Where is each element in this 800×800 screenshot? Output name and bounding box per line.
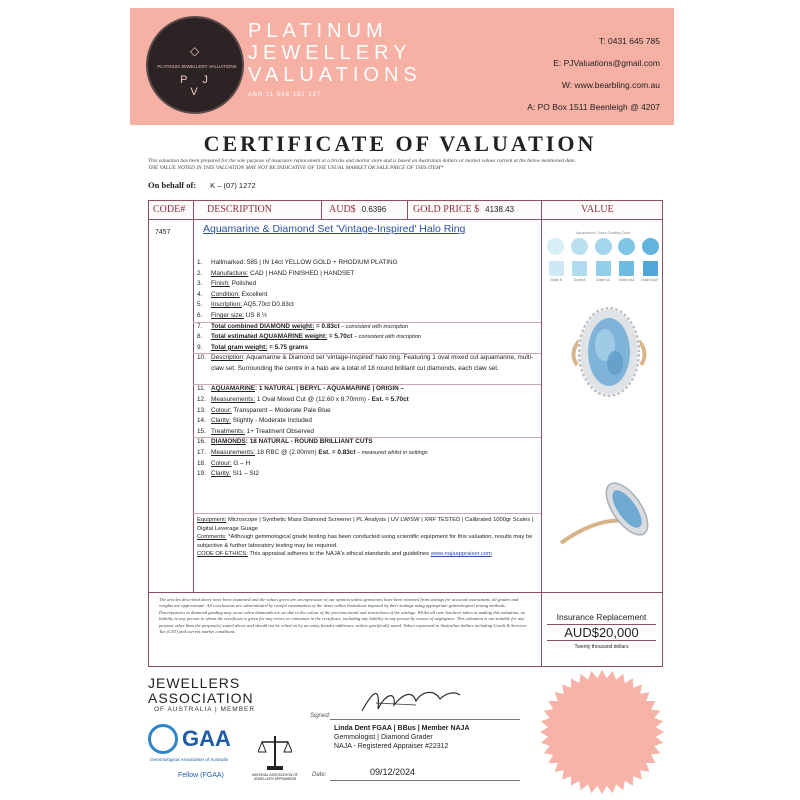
line-text xyxy=(211,469,537,480)
grade-label: Grade AA xyxy=(596,278,610,282)
detail-line xyxy=(193,322,541,333)
brand-line-3: VALUATIONS xyxy=(248,64,422,86)
valuation-table xyxy=(148,200,663,667)
line-bold: : 18 NATURAL - ROUND BRILLIANT CUTS xyxy=(245,438,373,446)
line-number: 17. xyxy=(197,448,206,456)
col-gold-price xyxy=(413,201,514,219)
jaa-line-2: ASSOCIATION xyxy=(148,690,254,706)
line-text xyxy=(211,311,537,322)
divider xyxy=(407,201,408,220)
line-label: Manufacture: xyxy=(211,269,249,277)
detail-line xyxy=(193,269,541,280)
scales-icon xyxy=(258,732,292,772)
equipment-notes xyxy=(193,513,541,559)
grade-swatch xyxy=(547,261,565,282)
line-number: 6. xyxy=(197,311,203,319)
divider xyxy=(321,201,322,220)
grade-square xyxy=(596,261,611,276)
letterhead xyxy=(130,8,674,125)
line-number: 15. xyxy=(197,427,206,435)
detail-line xyxy=(193,384,541,395)
behalf-label: On behalf of: xyxy=(148,180,197,190)
intro-line-2: THE VALUE NOTED IN THIS VALUATION MAY NOT BE INDICATIVE OF THE USUAL MARKET OR SALE PRICE OF THIS ITEM* xyxy=(148,164,444,171)
detail-line xyxy=(193,395,541,406)
pjv-logo xyxy=(146,16,244,114)
naja-logo-text: NATIONAL ASSOCIATION OF JEWELLERY APPRAISERS xyxy=(252,773,298,781)
line-label: Finish: xyxy=(211,280,230,288)
stone-shadow xyxy=(607,351,623,375)
brand-line-2: JEWELLERY xyxy=(248,42,412,64)
gaa-globe-icon xyxy=(148,724,178,754)
grade-label: Grade B xyxy=(550,278,562,282)
ethics-text: This appraisal adheres to the NAJA's ethical standards and guidelines xyxy=(247,551,431,558)
line-note: – consistent with inscription xyxy=(339,323,409,330)
line-number: 8. xyxy=(197,333,203,341)
insurance-box xyxy=(541,592,662,666)
line-number: 10. xyxy=(197,354,206,362)
grade-circle xyxy=(595,238,612,255)
brand-line-1: PLATINUM xyxy=(248,20,388,42)
aquamarine-grade-chart xyxy=(547,231,659,282)
line-text xyxy=(211,332,537,343)
line-text: Excellent xyxy=(239,290,268,298)
line-label: Total combined DIAMOND weight: xyxy=(211,322,315,330)
line-number: 13. xyxy=(197,406,206,414)
line-number: 2. xyxy=(197,269,203,277)
line-text: Slightly - Moderate Included xyxy=(230,417,312,425)
jaa-logo xyxy=(148,676,254,706)
logo-small-text: PLATINUM JEWELLERY VALUATIONS xyxy=(157,64,237,69)
line-number: 9. xyxy=(197,343,203,351)
line-number: 3. xyxy=(197,280,203,288)
jaa-subtitle: OF AUSTRALIA | MEMBER xyxy=(154,706,256,713)
grade-swatch xyxy=(571,261,589,282)
intro-text xyxy=(148,158,668,172)
detail-line xyxy=(193,311,541,322)
behalf-value: K – (07) 1272 xyxy=(210,181,256,190)
line-text: 18 RBC @ (2.00mm) xyxy=(255,448,319,456)
ethics xyxy=(197,550,541,559)
line-number: 7. xyxy=(197,322,203,330)
seal-shape xyxy=(540,670,664,794)
line-number: 19. xyxy=(197,470,206,478)
ring-front-image xyxy=(569,293,649,411)
line-text xyxy=(211,279,537,290)
address: A: PO Box 1511 Beenleigh @ 4207 xyxy=(527,102,660,112)
line-bold: : 1 NATURAL | BERYL - AQUAMARINE | ORIGIN – xyxy=(255,385,405,393)
ethics-label: CODE OF ETHICS: xyxy=(197,551,248,558)
line-bold: Est. = 5.70ct xyxy=(371,395,409,403)
insurance-label: Insurance Replacement xyxy=(556,612,647,622)
line-text: 1 Oval Mixed Cut @ (12.60 x 8.70mm) - xyxy=(255,395,372,403)
line-text xyxy=(211,395,537,406)
line-note: – consistent with inscription xyxy=(352,334,421,341)
line-text xyxy=(211,459,537,470)
line-label: Measurements: xyxy=(211,395,256,403)
line-text xyxy=(211,427,537,438)
detail-line xyxy=(193,437,541,448)
line-number: 11. xyxy=(197,385,206,393)
ring-side-image xyxy=(557,473,657,553)
abn: ABN 11 568 182 127 xyxy=(248,92,322,98)
date-line xyxy=(330,780,520,781)
grade-circle xyxy=(571,238,588,255)
line-text: Transparent – Moderate Pale Blue xyxy=(231,406,331,414)
line-label: Condition: xyxy=(211,290,240,298)
detail-line xyxy=(193,416,541,427)
phone: T: 0431 645 785 xyxy=(599,36,660,46)
on-behalf-of xyxy=(148,180,256,190)
line-text xyxy=(211,290,537,301)
line-text: US 8 ½ xyxy=(244,311,268,319)
line-note: – measured whilst in settings xyxy=(355,449,428,456)
grade-circle xyxy=(618,238,635,255)
signature-line xyxy=(330,719,520,720)
line-label: Description xyxy=(211,354,243,362)
signer-title-2: NAJA - Registered Appraiser #22312 xyxy=(334,743,449,750)
grade-square xyxy=(572,261,587,276)
page-title: CERTIFICATE OF VALUATION xyxy=(203,131,597,156)
line-text: Polished xyxy=(229,280,257,288)
line-label: Colour: xyxy=(211,459,232,467)
intro-line-1: This valuation has been prepared for the sole purpose of insurance replacement at a bricks and mortar store and is based on Australian dollars or market values current at the below mentioned date. xyxy=(148,158,576,164)
line-number: 1. xyxy=(197,259,203,266)
gaa-subtitle: Gemmological Association of Australia xyxy=(150,757,229,762)
disclaimer: The articles described above have been examined and the values given are an expression of our opinion unless gemstones have been removed from settings for accurate assessment, all grades and weights are approximate. All conclusions are substantiated by careful examination of the items within limitations imposed by their settings using appropriate gemmological testing methods. Discrepancies in diamond grading may occur when diamonds are set due to the colour of the precious metal and restrictions of the settings. Whilst all care has been taken in making this valuation, no liability to any person to whom the certificate is given for any errors or omissions in the certificate, including any liability to any person by reason of negligence. This valuation is not suitable for any purpose other than the purpose(s) stated above and should not be relied on by an entity besides addressee, unless specifically noted. Values expressed in Australian dollars including Goods & Services Tax (GST) and current market conditions. xyxy=(149,592,541,666)
seal-stamp xyxy=(538,668,666,796)
detail-line xyxy=(193,279,541,290)
line-text xyxy=(211,448,537,459)
signer-name: Linda Dent FGAA | BBus | Member NAJA xyxy=(334,725,470,732)
col-value: VALUE xyxy=(581,204,614,215)
line-label: Measurements: xyxy=(211,448,256,456)
detail-line xyxy=(193,290,541,301)
grade-label: Grade A xyxy=(573,278,586,282)
grade-swatch xyxy=(594,261,612,282)
date-label: Date: xyxy=(312,772,327,778)
gold-label: GOLD PRICE $ xyxy=(413,204,480,215)
equipment xyxy=(197,516,541,533)
detail-line xyxy=(193,427,541,438)
insurance-words: Twenty thousand dollars xyxy=(574,644,629,650)
line-text: CAD | HAND FINISHED | HANDSET xyxy=(248,269,355,277)
line-text: : Aquamarine & Diamond set 'vintage-inspired' halo ring. Featuring 1 oval mixed cut aquamarine, multi-claw set. Surrounding the centre in a halo are a total of 18 round brilliant cut diamonds, each claw set. xyxy=(211,354,534,372)
line-bold: = 5.70ct xyxy=(327,333,353,341)
line-bold: = 5.75 grams xyxy=(267,343,309,351)
line-text: AQ5.70ct D0.83ct xyxy=(241,301,294,309)
grade-chart-title: Aquamarine Colour Grading Chart xyxy=(575,231,631,235)
line-label: Clarity: xyxy=(211,470,231,478)
jaa-line-1: JEWELLERS xyxy=(148,675,241,691)
grade-label: Grade AAA+ xyxy=(641,278,659,282)
signature xyxy=(356,683,466,719)
col-description: DESCRIPTION xyxy=(207,204,273,215)
aud-value: 0.6396 xyxy=(361,205,387,214)
line-text xyxy=(211,353,537,373)
insurance-amount: AUD$20,000 xyxy=(547,624,656,641)
line-text: SI1 – SI2 xyxy=(230,470,259,478)
detail-line xyxy=(193,459,541,470)
contact-block xyxy=(527,30,660,118)
item-code: 7457 xyxy=(155,229,171,236)
aud-label: AUD$ xyxy=(329,204,356,215)
line-label: Total estimated AQUAMARINE weight: xyxy=(211,333,328,341)
line-text xyxy=(211,322,537,333)
comments-label: Comments: xyxy=(197,534,227,541)
detail-line xyxy=(193,332,541,343)
line-number: 4. xyxy=(197,290,203,298)
detail-line xyxy=(193,353,541,384)
item-title: Aquamarine & Diamond Set 'Vintage-Inspired' Halo Ring xyxy=(203,223,466,235)
line-text xyxy=(211,343,537,354)
line-label: Inscription: xyxy=(211,301,242,309)
email[interactable]: E: PJValuations@gmail.com xyxy=(553,58,660,68)
grade-circle xyxy=(547,238,564,255)
col-aud xyxy=(329,201,386,219)
line-label: Finger size: xyxy=(211,311,245,319)
line-text: G – H xyxy=(231,459,251,467)
signer-block xyxy=(334,724,470,751)
item-details xyxy=(193,258,541,480)
grade-circles xyxy=(547,238,659,255)
naja-link[interactable]: www.najaappraiser.com xyxy=(430,551,492,558)
detail-line xyxy=(193,469,541,480)
grade-square xyxy=(643,261,658,276)
line-text xyxy=(211,416,537,427)
line-number: 14. xyxy=(197,417,206,425)
detail-line xyxy=(193,343,541,354)
line-label: Total gram weight: xyxy=(211,343,268,351)
comments-text: *Although gemmological grade testing has been conducted using scientific equipment for this valuation, results may be subjective & further laboratory testing may be required. xyxy=(197,534,533,549)
line-text xyxy=(211,269,537,280)
grade-square xyxy=(549,261,564,276)
line-number: 12. xyxy=(197,395,206,403)
line-text: 1+ Treatment Observed xyxy=(244,427,314,435)
date-value: 09/12/2024 xyxy=(370,767,416,777)
gaa-logo-text: GAA xyxy=(182,726,231,751)
grade-swatch xyxy=(641,261,659,282)
line-label: Treatments: xyxy=(211,427,245,435)
grade-squares xyxy=(547,261,659,282)
line-bold: = 0.83ct xyxy=(314,322,340,330)
line-text xyxy=(211,437,537,448)
line-label: Clarity: xyxy=(211,417,231,425)
logo-initials: P J V xyxy=(180,74,214,98)
line-number: 16. xyxy=(197,438,206,446)
line-number: 18. xyxy=(197,459,206,467)
brand-name xyxy=(248,20,422,86)
signed-label: Signed: xyxy=(310,713,331,719)
ring-head xyxy=(598,476,655,541)
gaa-fellow: Fellow (FGAA) xyxy=(178,772,224,779)
equipment-label: Equipment: xyxy=(197,517,227,523)
grade-label: Grade AAA xyxy=(618,278,635,282)
detail-line xyxy=(193,258,541,269)
gold-value: 4138.43 xyxy=(485,205,515,214)
line-text xyxy=(211,258,537,269)
comments xyxy=(197,533,541,550)
line-bold: Est. = 0.83ct xyxy=(318,448,356,456)
line-label: Colour: xyxy=(211,406,232,414)
grade-square xyxy=(619,261,634,276)
line-pre: Hallmarked: 585 | IN 14ct YELLOW GOLD + RHODIUM PLATING xyxy=(211,259,398,266)
ring-shank xyxy=(561,520,627,543)
col-code: CODE# xyxy=(153,204,186,215)
equipment-text: Microscope | Synthetic Mass Diamond Screener | PL Analysis | UV LW/SW | XRF TESTED | Calibrated 1000gr Scales | Digital Leverage Guage xyxy=(197,517,534,532)
line-text xyxy=(211,384,537,395)
signer-title-1: Gemmologist | Diamond Grader xyxy=(334,734,433,741)
diamond-icon: ◇ xyxy=(190,44,200,58)
line-text xyxy=(211,406,537,417)
website[interactable]: W: www.bearbling.com.au xyxy=(561,80,660,90)
grade-swatch xyxy=(618,261,636,282)
line-label: AQUAMARINE xyxy=(211,385,256,393)
detail-line xyxy=(193,300,541,311)
detail-line xyxy=(193,406,541,417)
detail-line xyxy=(193,448,541,459)
line-label: DIAMONDS xyxy=(211,438,246,446)
line-text xyxy=(211,300,537,311)
table-header xyxy=(149,201,662,220)
grade-circle xyxy=(642,238,659,255)
line-number: 5. xyxy=(197,301,203,309)
